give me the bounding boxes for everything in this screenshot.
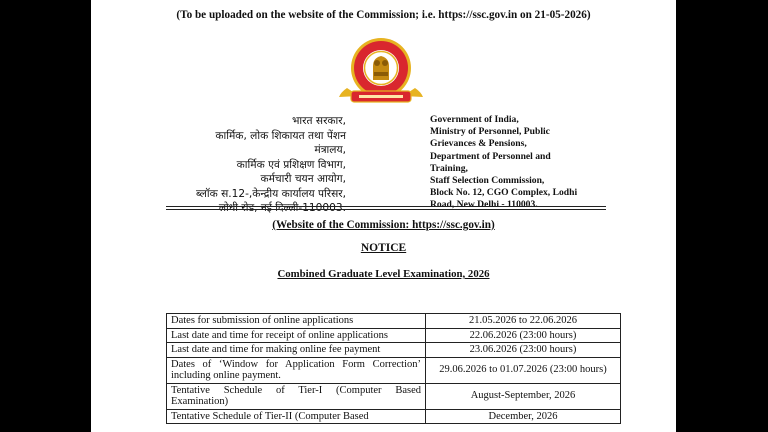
exam-title: Combined Graduate Level Examination, 2026: [277, 268, 490, 280]
date-cell: 29.06.2026 to 01.07.2026 (23:00 hours): [426, 357, 621, 383]
address-hindi-line: कार्मिक एवं प्रशिक्षण विभाग,: [236, 158, 346, 171]
table-row: [167, 314, 621, 329]
event-cell: Tentative Schedule of Tier-I (Computer Based Examination): [167, 383, 426, 409]
address-hindi: [196, 114, 346, 216]
address-english-line: Staff Selection Commission,: [430, 175, 545, 187]
address-english-line: Department of Personnel and: [430, 150, 551, 162]
table-row: [167, 383, 621, 409]
table-row: [167, 357, 621, 383]
date-cell: 21.05.2026 to 22.06.2026: [426, 314, 621, 329]
event-cell: Tentative Schedule of Tier-II (Computer Based: [167, 409, 426, 424]
address-english-line: Grievances & Pensions,: [430, 138, 527, 150]
notice-heading: NOTICE: [360, 242, 407, 254]
event-cell: Last date and time for receipt of online applications: [167, 328, 426, 343]
address-english-line: Training,: [430, 162, 468, 174]
address-hindi-line: मंत्रालय,: [314, 144, 346, 156]
address-english-line: Block No. 12, CGO Complex, Lodhi: [430, 187, 578, 199]
address-english-line: Government of India,: [430, 114, 519, 125]
address-english-line: Road, New Delhi - 110003.: [430, 199, 538, 211]
address-english-line: Ministry of Personnel, Public: [430, 126, 550, 138]
date-cell: 23.06.2026 (23:00 hours): [426, 343, 621, 358]
event-cell: Dates for submission of online applications: [167, 314, 426, 329]
notice-page: [91, 0, 676, 432]
address-english: [430, 114, 640, 212]
event-cell: Last date and time for making online fee payment: [167, 343, 426, 358]
divider: [166, 209, 606, 210]
schedule-table: [166, 313, 621, 424]
divider: [166, 206, 606, 207]
address-hindi-line: भारत सरकार,: [291, 115, 346, 127]
date-cell: December, 2026: [426, 409, 621, 424]
table-row: [167, 343, 621, 358]
website-link[interactable]: (Website of the Commission: https://ssc.gov.in): [272, 219, 495, 231]
address-hindi-line: ब्लॉक स.12-,केन्द्रीय कार्यालय परिसर,: [195, 187, 346, 200]
upload-note: (To be uploaded on the website of the Commission; i.e. https://ssc.gov.in on 21-05-2026): [176, 9, 591, 21]
address-hindi-line: कार्मिक, लोक शिकायत तथा पेंशन: [215, 129, 346, 142]
table-row: [167, 328, 621, 343]
table-row: [167, 409, 621, 424]
date-cell: 22.06.2026 (23:00 hours): [426, 328, 621, 343]
event-cell: Dates of ‘Window for Application Form Correction’ including online payment.: [167, 357, 426, 383]
ssc-emblem-icon: [337, 36, 425, 106]
date-cell: August-September, 2026: [426, 383, 621, 409]
address-hindi-line: लोधी रोड, नई दिल्ली-110003.: [218, 202, 346, 214]
address-hindi-line: कर्मचारी चयन आयोग,: [260, 173, 346, 185]
